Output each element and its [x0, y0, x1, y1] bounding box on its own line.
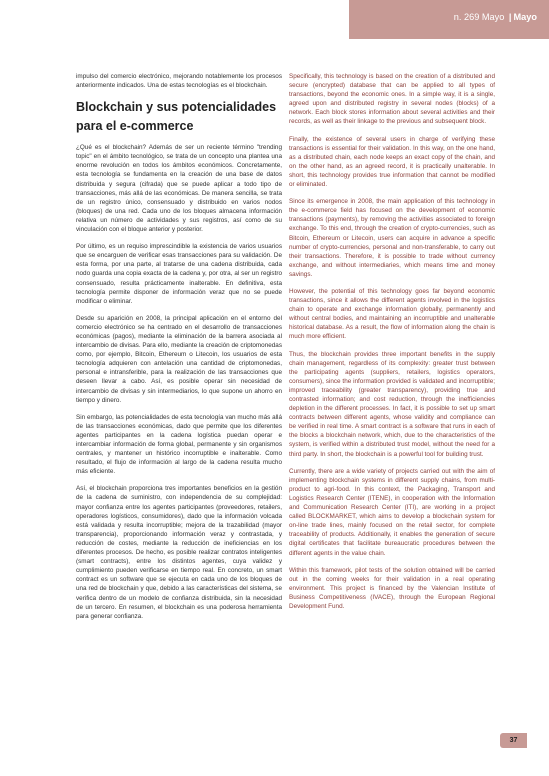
spanish-column: [76, 72, 282, 629]
english-paragraph: Finally, the existence of several users in charge of verifying these transactions is essential for their validation. In this way, on the one hand, as a distributed chain, each node keeps an exact copy of the chain, and on the other hand, as an agreed record, it is practically unalterable. In short, this technology provides true information that cannot be modified or eliminated.: [289, 135, 495, 189]
intro-paragraph: impulso del comercio electrónico, mejorando notablemente los procesos anteriormente indicados. Una de estas tecnologías es el blockchain.: [76, 73, 282, 90]
english-paragraph: Specifically, this technology is based on the creation of a distributed and secure (encrypted) database that can be applied to all types of transactions, beyond the economic ones. In a simple way, it is a single, agreed upon and distributed registry in several nodes (blocks) of a network. Each block stores information about several activities and their records, as well as their linkage to the previous and subsequent block.: [289, 73, 495, 126]
english-paragraph: Within this framework, pilot tests of the solution obtained will be carried out in the coming weeks for their validation in a real operating environment. This project is financed by the Valencian Institute of Business Competitiveness (IVACE), through the European Regional Development Fund.: [289, 566, 495, 610]
issue-number: n. 269 Mayo: [453, 12, 505, 22]
issue-label: [349, 12, 537, 22]
issue-separator: |: [508, 12, 512, 22]
english-paragraph: Since its emergence in 2008, the main application of this technology in the e-commerce field has focused on the development of economic transactions (payments), by removing the activities associated to foreign exchange. To this end, through the creation of crypto-currencies, such as Bitcoin, Ethereum or Litecoin, users can acquire in advance a specific number of crypto-currencies, personal and non-transferable, to carry out their transactions. Therefore, it is possible to trade without currency exchange, and without intermediaries, which means time and money savings.: [289, 198, 495, 278]
spanish-paragraph: Sin embargo, las potencialidades de esta tecnología van mucho más allá de las transacciones económicas, dado que permite que los diferentes agentes participantes en la cadena logística puedan operar e intercambiar información de forma global, permanente y sin organismos centrales, y mantener un histórico incorruptible e inalterable. Como resultado, el flujo de información al largo de la cadena resulta mucho más eficiente.: [76, 413, 282, 476]
english-paragraph: Currently, there are a wide variety of projects carried out with the aim of implementing blockchain systems in different supply chains, from multi-product to agri-food. In this context, the Packaging, Transport and Logistics Research Center (ITENE), in cooperation with the Information and Communication Research Center (ITI), are working in a project called BLOCKMARKET, which aims to develop a blockchain system for on-line trade lines, mainly focused on the retail sector, for complete traceability of products. Additionally, it enables the generation of secure digital certificates that facilitate bureaucratic procedures between the different agents in the value chain.: [289, 467, 495, 557]
english-column: [289, 72, 495, 619]
spanish-paragraph: ¿Qué es el blockchain? Además de ser un reciente término "trending topic" en el ámbito tecnológico, se trata de un concepto una plantea una enorme revolución en todos los ámbitos económicos. Concretamente, esta tecnología se fundamenta en la creación de una base de datos distribuida y segura (cifrada) que se puede aplicar a todo tipo de transacciones, más allá de las económicas. De manera sencilla, se trata de un registro único, consensuado y distribuido en varios nodos (bloques) de una red. Cada uno de los bloques almacena información relativa un número de actividades y sus registros, así como de su vinculación con el bloque anterior y posterior.: [76, 144, 282, 234]
english-paragraph: Thus, the blockchain provides three important benefits in the supply chain management, regardless of its complexity: greater trust between the participating agents (suppliers, retailers, logistics operators, consumers), since the information provided is validated and incorruptible; improved traceability (greater transparency), providing true and contrasted information; and cost reduction, through the inefficiencies depletion in the different processes. In fact, it is possible to set up smart contracts between different agents, whose validity and compliance can be verified in real time. A smart contract is a software that runs in each of the blocks a blockchain network, which, due to the characteristics of the system, is verified within a distributed trust model, without the need for a third party. In short, the blockchain is a powerful tool for building trust.: [289, 350, 495, 458]
page-number: 37: [509, 737, 518, 744]
spanish-paragraph: Así, el blockchain proporciona tres importantes beneficios en la gestión de la cadena de suministro, con independencia de su complejidad: mayor confianza entre los agentes participantes (proveedores, retailers, operadores logísticos, consumidores), dado que la información volcada está validada y resulta incorruptible; mejora de la trazabilidad (mayor transparencia), proporcionando información veraz y contrastada, y reducción de costes, mediante la reducción de ineficiencias en los diferentes procesos. De hecho, es posible realizar contratos inteligentes (smart contracts), entre los distintos agentes, cuya validez y cumplimiento pueden verificarse en tiempo real. En concreto, un smart contract es un software que se ejecuta en cada uno de los bloques de una red de blockchain y que, debido a las características del sistema, se verifica dentro de un modelo de confianza distribuida, sin la necesidad de un tercero. En resumen, el blockchain es una poderosa herramienta para generar confianza.: [76, 485, 282, 620]
english-paragraph: However, the potential of this technology goes far beyond economic transactions, since it allows the different agents involved in the logistics chain to operate and exchange information globally, permanently and without central bodies, and maintaining an incorruptible and unalterable historical database. As a result, the flow of information along the chain is much more efficient.: [289, 287, 495, 341]
spanish-paragraph: Desde su aparición en 2008, la principal aplicación en el entorno del comercio electrónico se ha centrado en el desarrollo de transacciones económicas (pagos), mediante la eliminación de la barrera asociada al intercambio de divisas. Para ello, mediante la creación de criptomonedas como, por ejemplo, Bitcoin, Ethereum o Litecoin, los usuarios de esta tecnología adquieren con antelación una cantidad de criptomonedas, personal e intransferible, para la realización de las transacciones que deseen llevar a cabo. Así, es posible operar sin necesidad de intercambio de divisas y sin intermediarios, lo que supone un ahorro en tiempo y dinero.: [76, 314, 282, 404]
page-number-tab: [500, 733, 527, 748]
spanish-paragraph: Por último, es un requiso imprescindible la existencia de varios usuarios que se encarguen de verificar esas transacciones para su validación. De esta forma, por una parte, al tratarse de una cadena distribuida, cada nodo guarda una copia exacta de la cadena y, por otra, al ser un registro consensuado, resulta prácticamente inalterable. En definitiva, esta tecnología permite disponer de información veraz que no se puede modificar o eliminar.: [76, 243, 282, 305]
section-name: Mayo: [513, 12, 537, 22]
section-heading: Blockchain y sus potencialidades para el e-commerce: [76, 100, 277, 134]
